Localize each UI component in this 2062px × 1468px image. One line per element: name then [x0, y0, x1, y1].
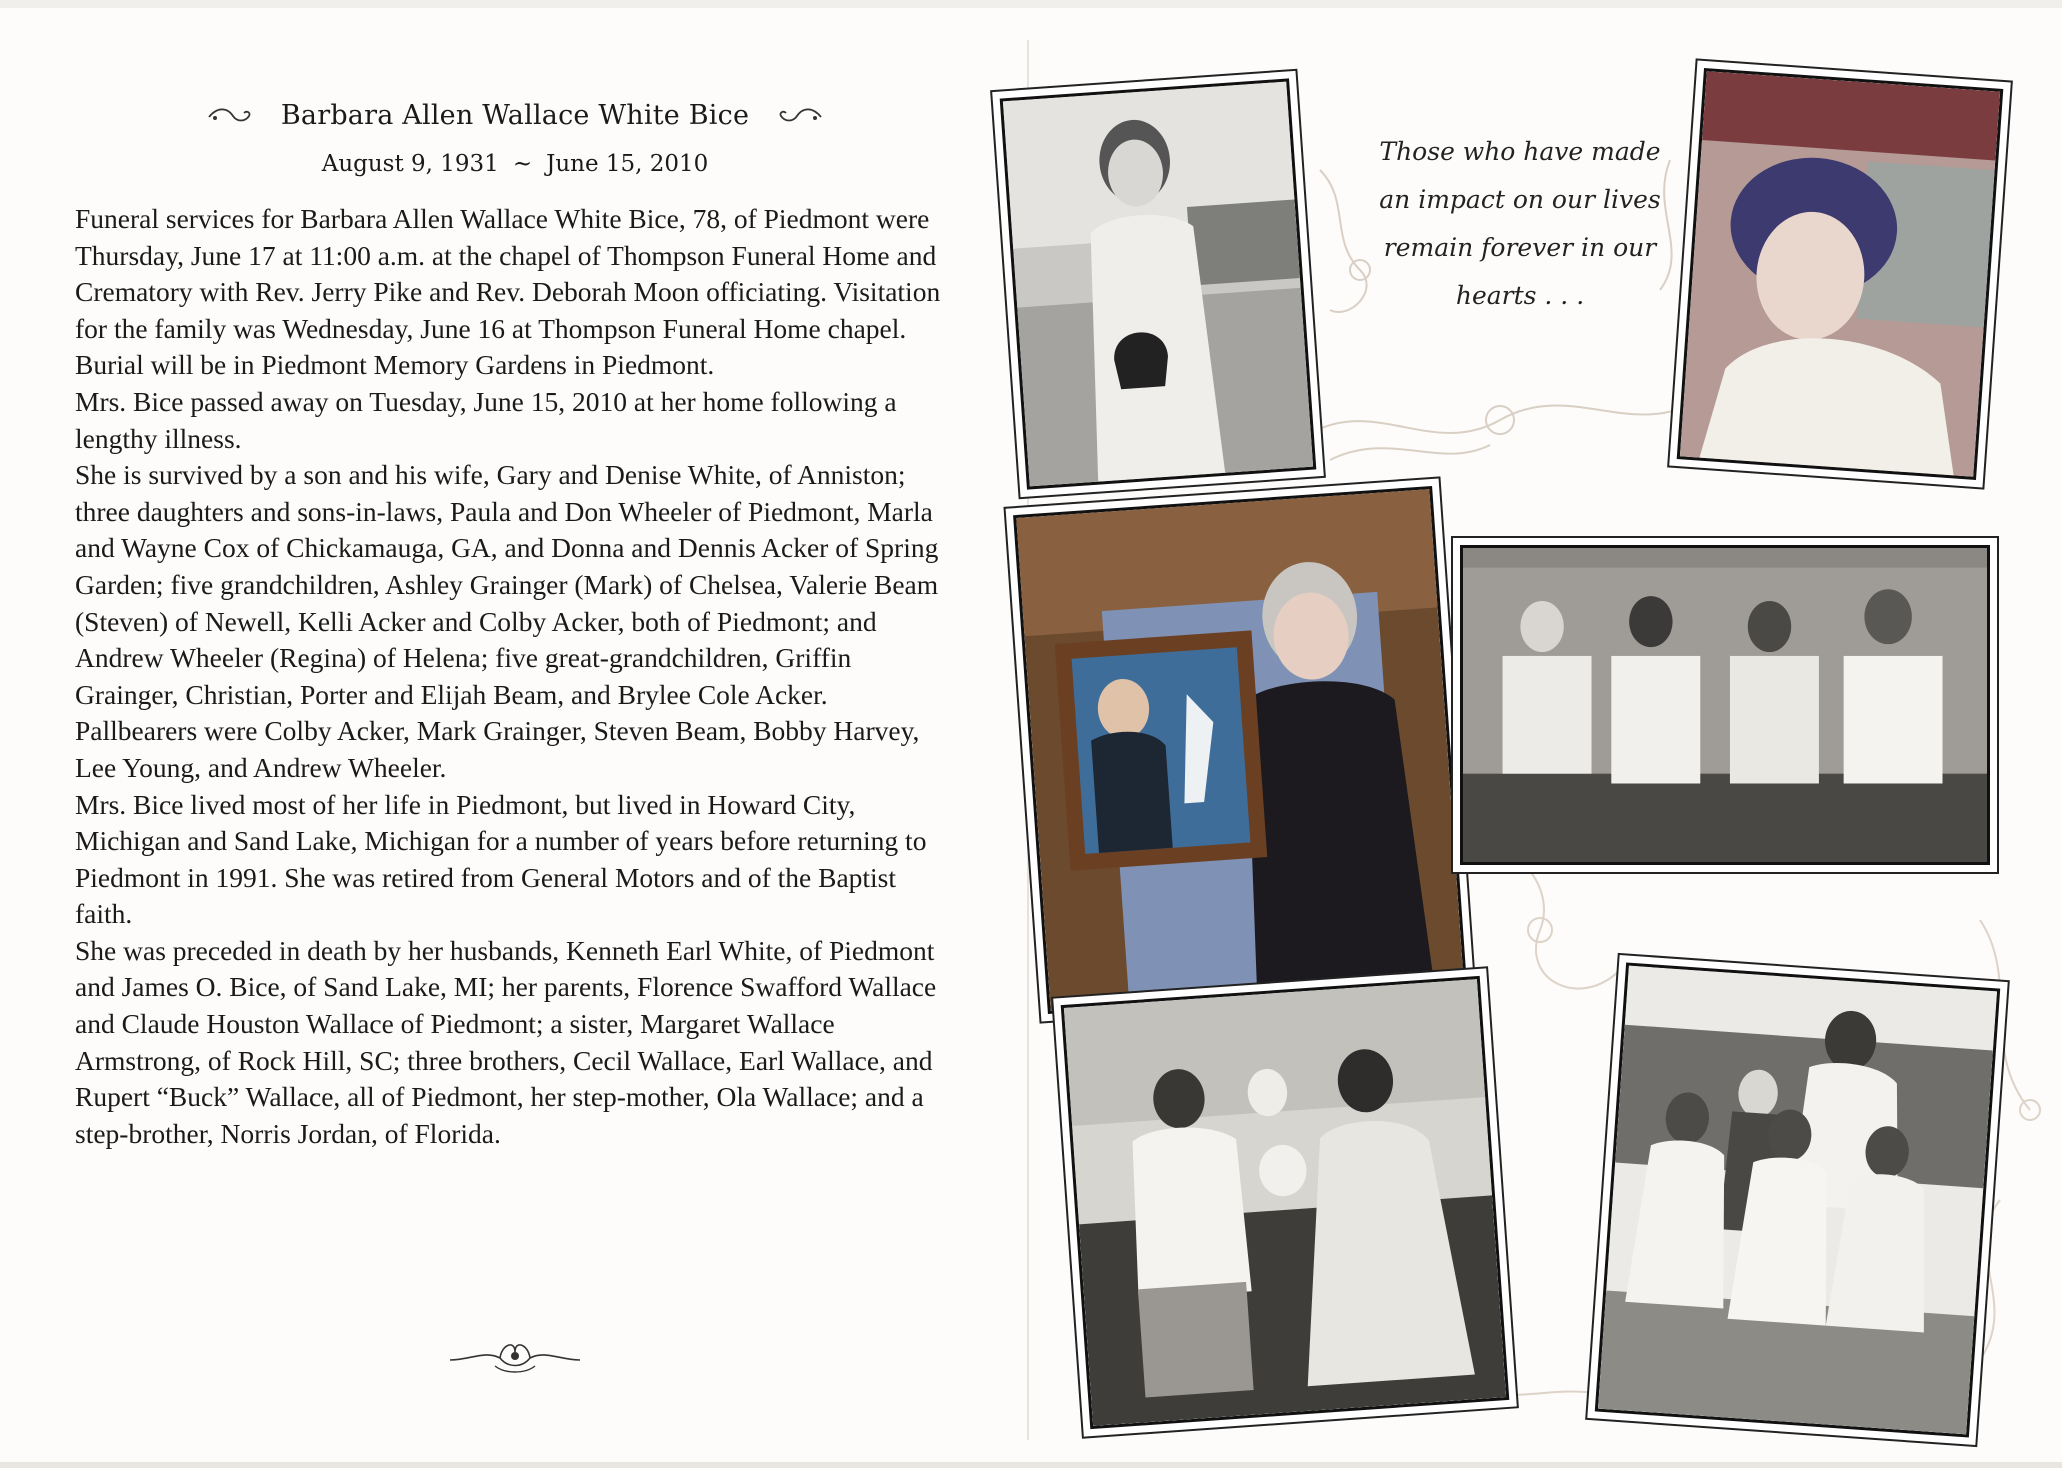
family-on-sofa-photo: [1061, 976, 1510, 1429]
quote-line-1: Those who have made: [1379, 137, 1661, 166]
life-dates: [75, 151, 955, 177]
obituary-paragraph-preceded: She was preceded in death by her husbands, Kenneth Earl White, of Piedmont and James O. Bice, of Sand Lake, MI; her parents, Florence Swafford Wallace and Claude Houston Wallace of Piedmont; a sister, Margaret Wallace Armstrong, of Rock Hill, SC; three brothers, Cecil Wallace, Earl Wallace, and Rupert “Buck” Wallace, all of Piedmont, her step-mother, Ola Wallace; and a step-brother, Norris Jordan, of Florida.: [75, 934, 937, 1149]
death-date: June 15, 2010: [546, 151, 709, 177]
woman-holding-portrait-image: [1016, 489, 1463, 1011]
four-people-image: [1463, 548, 1987, 862]
title-row: [75, 100, 955, 131]
page-bottom-edge: [0, 1462, 2062, 1468]
four-people-on-couch-photo: [1460, 545, 1990, 865]
quote-line-3: remain forever in our: [1383, 233, 1657, 262]
obituary-paragraph-pallbearers: Pallbearers were Colby Acker, Mark Grainger, Steven Beam, Bobby Harvey, Lee Young, and Andrew Wheeler.: [75, 715, 920, 783]
date-separator: ~: [512, 151, 533, 177]
family-on-sofa-image: [1064, 979, 1506, 1426]
obituary-column: [75, 100, 955, 1152]
children-outdoors-photo: [1595, 962, 2000, 1437]
woman-with-purse-photo: [1000, 78, 1317, 489]
woman-holding-framed-portrait-photo: [1013, 486, 1467, 1014]
obituary-paragraph-life: Mrs. Bice lived most of her life in Piedmont, but lived in Howard City, Michigan and Sand Lake, Michigan for a number of years before returning to Piedmont in 1991. She was retired from General Motors and of the Baptist faith.: [75, 788, 927, 930]
birth-date: August 9, 1931: [321, 151, 499, 177]
right-flourish-icon: [773, 105, 823, 127]
obituary-body: [75, 201, 955, 1152]
obituary-paragraph-services: Funeral services for Barbara Allen Wallace White Bice, 78, of Piedmont were Thursday, June 17 at 11:00 a.m. at the chapel of Thompson Funeral Home and Crematory with Rev. Jerry Pike and Rev. Deborah Moon officiating. Visitation for the family was Wednesday, June 16 at Thompson Funeral Home chapel. Burial will be in Piedmont Memory Gardens in Piedmont.: [75, 203, 941, 381]
page-top-edge: [0, 0, 2062, 8]
bottom-ornament-icon: [440, 1330, 590, 1380]
woman-portrait-image: [1680, 71, 2000, 477]
children-outdoors-image: [1598, 966, 1997, 1435]
woman-portrait-color-photo: [1677, 68, 2004, 480]
deceased-name-title: Barbara Allen Wallace White Bice: [280, 100, 750, 131]
quote-line-4: hearts . . .: [1455, 281, 1585, 310]
obituary-paragraph-passing: Mrs. Bice passed away on Tuesday, June 15, 2010 at her home following a lengthy illness.: [75, 385, 897, 454]
woman-with-purse-image: [1003, 82, 1313, 487]
obituary-paragraph-survivors: She is survived by a son and his wife, Gary and Denise White, of Anniston; three daughters and sons-in-laws, Paula and Don Wheeler of Piedmont, Marla and Wayne Cox of Chickamauga, GA, and Donna and Dennis Acker of Spring Garden; five grandchildren, Ashley Grainger (Mark) of Chelsea, Valerie Beam (Steven) of Newell, Kelli Acker and Colby Acker, both of Piedmont; and Andrew Wheeler (Regina) of Helena; five great-grandchildren, Griffin Grainger, Christian, Porter and Elijah Beam, and Brylee Cole Acker.: [75, 459, 939, 710]
left-flourish-icon: [207, 105, 257, 127]
memorial-quote: [1370, 128, 1670, 320]
quote-line-2: an impact on our lives: [1379, 185, 1661, 214]
